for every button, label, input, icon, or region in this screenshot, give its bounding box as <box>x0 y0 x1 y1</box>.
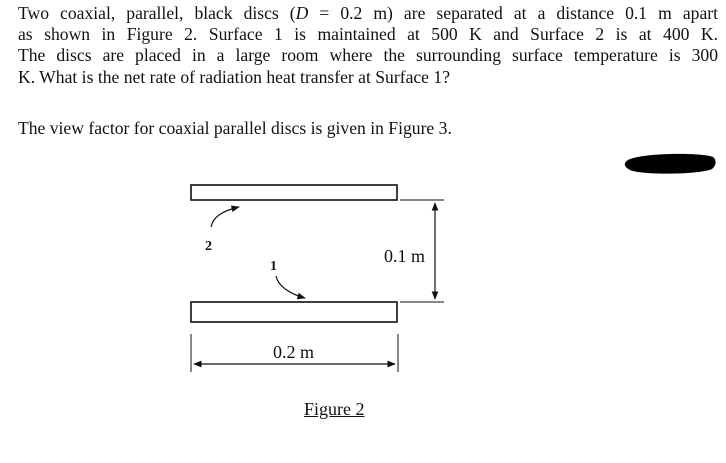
problem-line-2: as shown in Figure 2. Surface 1 is maintained at 500 K and Surface 2 is at 400 K. <box>18 24 718 45</box>
surface-1-label: 1 <box>270 259 277 274</box>
separation-label: 0.1 m <box>384 246 426 266</box>
surface-1-leader-arrow <box>276 276 305 298</box>
problem-line-3: The discs are placed in a large room where the surrounding surface temperature is 300 <box>18 45 718 66</box>
diameter-label: 0.2 m <box>273 342 315 362</box>
surface-2-label: 2 <box>205 239 212 254</box>
problem-line-1: Two coaxial, parallel, black discs (D = 0.2 m) are separated at a distance 0.1 m apart <box>18 3 718 23</box>
figure-caption: Figure 2 <box>304 399 365 419</box>
surface-2-leader-arrow <box>211 207 239 227</box>
disc-surface-2 <box>191 185 397 200</box>
redaction-mark <box>625 154 716 174</box>
disc-surface-1 <box>191 302 397 322</box>
problem-line-4: K. What is the net rate of radiation heat transfer at Surface 1? <box>18 66 451 87</box>
view-factor-note: The view factor for coaxial parallel discs is given in Figure 3. <box>18 118 452 138</box>
